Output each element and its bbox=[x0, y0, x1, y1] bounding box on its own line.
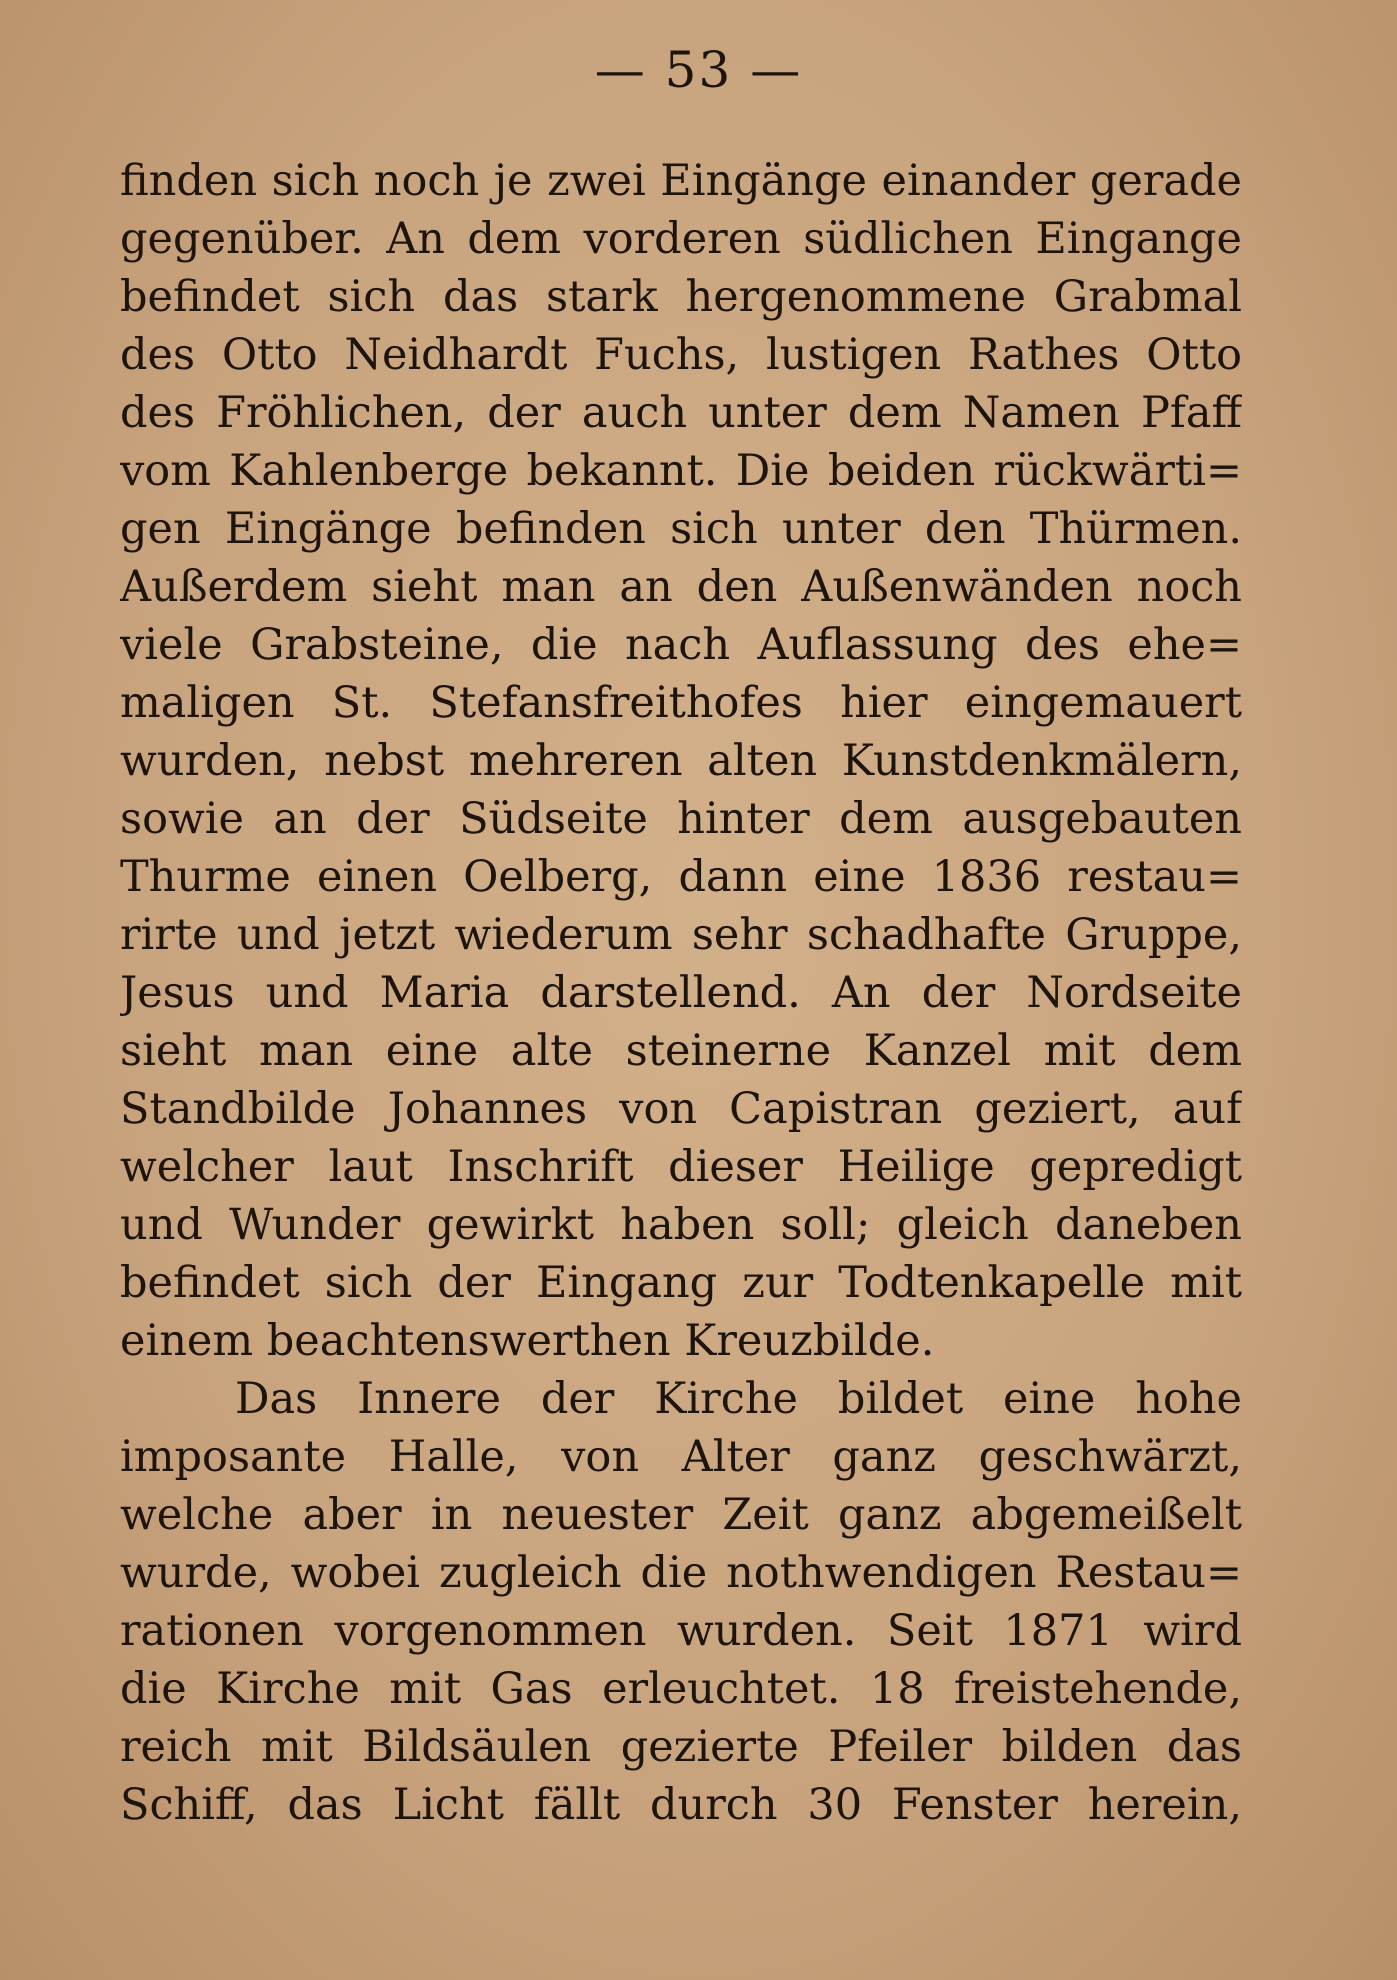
text-line: rirte und jetzt wiederum sehr schadhafte Gruppe, bbox=[120, 910, 1242, 960]
text-line: welche aber in neuester Zeit ganz abgemeißelt bbox=[120, 1490, 1242, 1540]
text-line: gen Eingänge befinden sich unter den Thürmen. bbox=[120, 504, 1242, 554]
text-line: imposante Halle, von Alter ganz geschwärzt, bbox=[120, 1432, 1242, 1482]
text-line: vom Kahlenberge bekannt. Die beiden rückwärti= bbox=[120, 446, 1242, 496]
text-line: Jesus und Maria darstellend. An der Nordseite bbox=[120, 968, 1242, 1018]
body-text bbox=[120, 152, 1242, 1834]
text-line: maligen St. Stefansfreithofes hier eingemauert bbox=[120, 678, 1242, 728]
text-line: Schiff, das Licht fällt durch 30 Fenster herein, bbox=[120, 1780, 1242, 1830]
text-line: viele Grabsteine, die nach Auflassung des ehe= bbox=[120, 620, 1242, 670]
text-line: Das Innere der Kirche bildet eine hohe bbox=[235, 1374, 1242, 1424]
text-line: welcher laut Inschrift dieser Heilige gepredigt bbox=[120, 1142, 1242, 1192]
text-line: wurde, wobei zugleich die nothwendigen Restau= bbox=[120, 1548, 1242, 1598]
text-line: finden sich noch je zwei Eingänge einander gerade bbox=[120, 156, 1242, 206]
text-line: und Wunder gewirkt haben soll; gleich daneben bbox=[120, 1200, 1242, 1250]
text-line: Standbilde Johannes von Capistran geziert, auf bbox=[120, 1084, 1242, 1134]
text-line: des Fröhlichen, der auch unter dem Namen Pfaff bbox=[120, 388, 1242, 438]
text-line: rationen vorgenommen wurden. Seit 1871 wird bbox=[120, 1606, 1242, 1656]
text-line: des Otto Neidhardt Fuchs, lustigen Rathes Otto bbox=[120, 330, 1242, 380]
text-line: Thurme einen Oelberg, dann eine 1836 restau= bbox=[120, 852, 1242, 902]
text-line: die Kirche mit Gas erleuchtet. 18 freistehende, bbox=[120, 1664, 1242, 1714]
text-line: wurden, nebst mehreren alten Kunstdenkmälern, bbox=[120, 736, 1242, 786]
text-line: sowie an der Südseite hinter dem ausgebauten bbox=[120, 794, 1242, 844]
page-number: — 53 — bbox=[594, 41, 803, 99]
paragraph bbox=[120, 1370, 1242, 1834]
text-line: befindet sich das stark hergenommene Grabmal bbox=[120, 272, 1242, 322]
text-line: reich mit Bildsäulen gezierte Pfeiler bilden das bbox=[120, 1722, 1242, 1772]
paragraph bbox=[120, 152, 1242, 1370]
text-line: befindet sich der Eingang zur Todtenkapelle mit bbox=[120, 1258, 1242, 1308]
text-line: einem beachtenswerthen Kreuzbilde. bbox=[120, 1316, 935, 1366]
text-line: Außerdem sieht man an den Außenwänden noch bbox=[120, 562, 1242, 612]
text-line: sieht man eine alte steinerne Kanzel mit dem bbox=[120, 1026, 1242, 1076]
text-line: gegenüber. An dem vorderen südlichen Eingange bbox=[120, 214, 1242, 264]
